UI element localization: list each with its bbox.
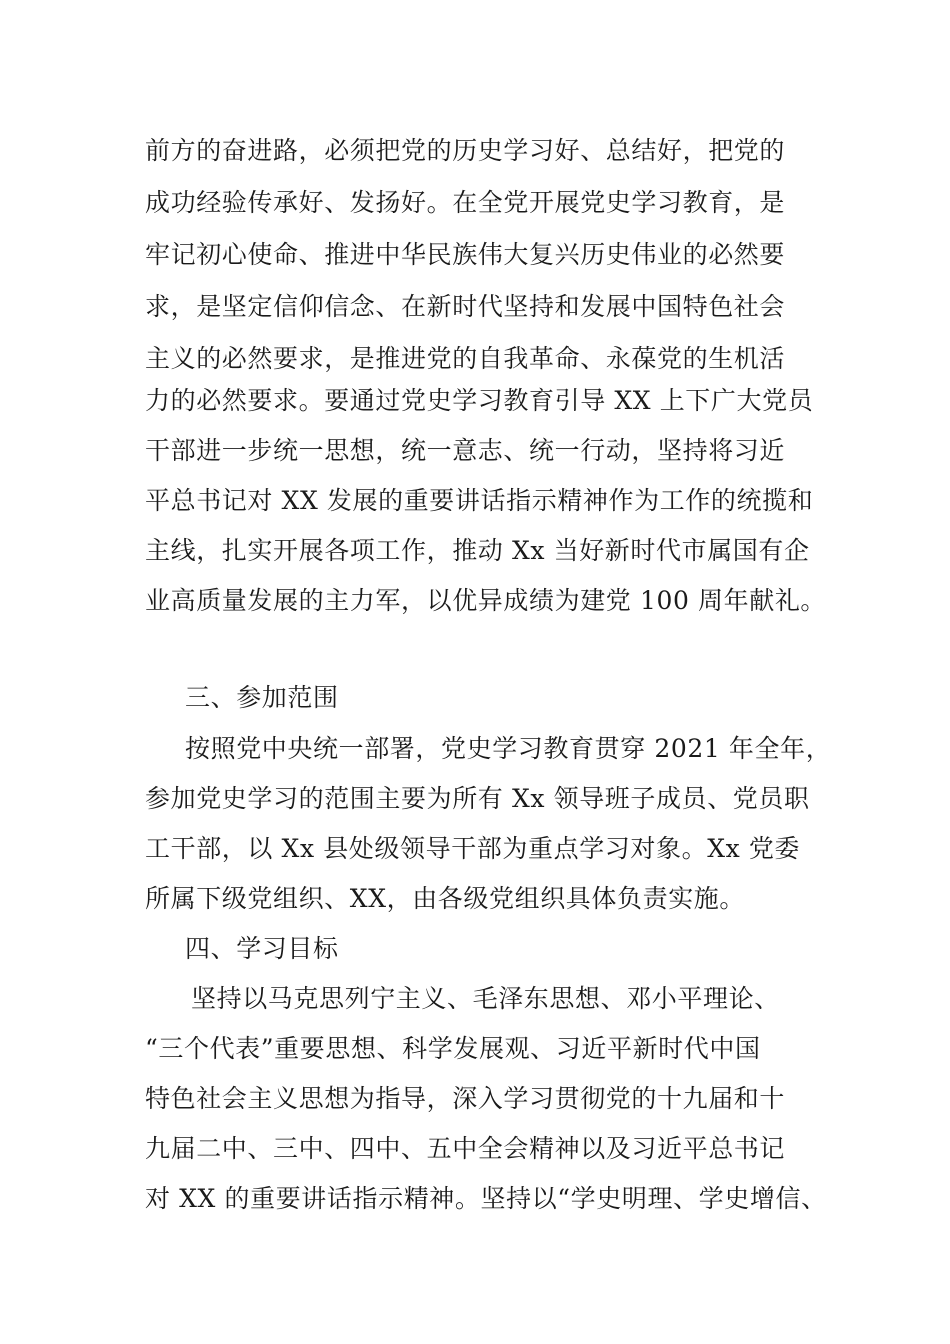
paragraph-line: 牢记初心使命、推进中华民族伟大复兴历史伟业的必然要 xyxy=(145,240,786,269)
paragraph-line: 九届二中、三中、四中、五中全会精神以及习近平总书记 xyxy=(145,1134,786,1163)
paragraph-line: “三个代表”重要思想、科学发展观、习近平新时代中国 xyxy=(145,1034,761,1063)
section-heading: 三、参加范围 xyxy=(185,683,339,712)
paragraph-line: 工干部，以 Xx 县处级领导干部为重点学习对象。Xx 党委 xyxy=(145,834,801,863)
paragraph-line: 参加党史学习的范围主要为所有 Xx 领导班子成员、党员职 xyxy=(145,784,810,813)
paragraph-line: 平总书记对 XX 发展的重要讲话指示精神作为工作的统揽和 xyxy=(145,486,814,515)
paragraph-line: 前方的奋进路，必须把党的历史学习好、总结好，把党的 xyxy=(145,136,786,165)
paragraph-line: 对 XX 的重要讲话指示精神。坚持以“学史明理、学史增信、 xyxy=(145,1184,827,1213)
paragraph-line: 按照党中央统一部署，党史学习教育贯穿 2021 年全年， xyxy=(185,734,832,763)
paragraph-line: 干部进一步统一思想，统一意志、统一行动，坚持将习近 xyxy=(145,436,786,465)
paragraph-line: 坚持以马克思列宁主义、毛泽东思想、邓小平理论、 xyxy=(191,984,780,1013)
paragraph-line: 所属下级党组织、XX，由各级党组织具体负责实施。 xyxy=(145,884,745,913)
paragraph-line: 力的必然要求。要通过党史学习教育引导 XX 上下广大党员 xyxy=(145,386,814,415)
paragraph-line: 主义的必然要求，是推进党的自我革命、永葆党的生机活 xyxy=(145,344,786,373)
paragraph-line: 主线，扎实开展各项工作，推动 Xx 当好新时代市属国有企 xyxy=(145,536,810,565)
paragraph-line: 特色社会主义思想为指导，深入学习贯彻党的十九届和十 xyxy=(145,1084,786,1113)
paragraph-line: 业高质量发展的主力军，以优异成绩为建党 100 周年献礼。 xyxy=(145,586,827,615)
section-heading: 四、学习目标 xyxy=(185,934,339,963)
paragraph-line: 求，是坚定信仰信念、在新时代坚持和发展中国特色社会 xyxy=(145,292,786,321)
paragraph-line: 成功经验传承好、发扬好。在全党开展党史学习教育，是 xyxy=(145,188,786,217)
